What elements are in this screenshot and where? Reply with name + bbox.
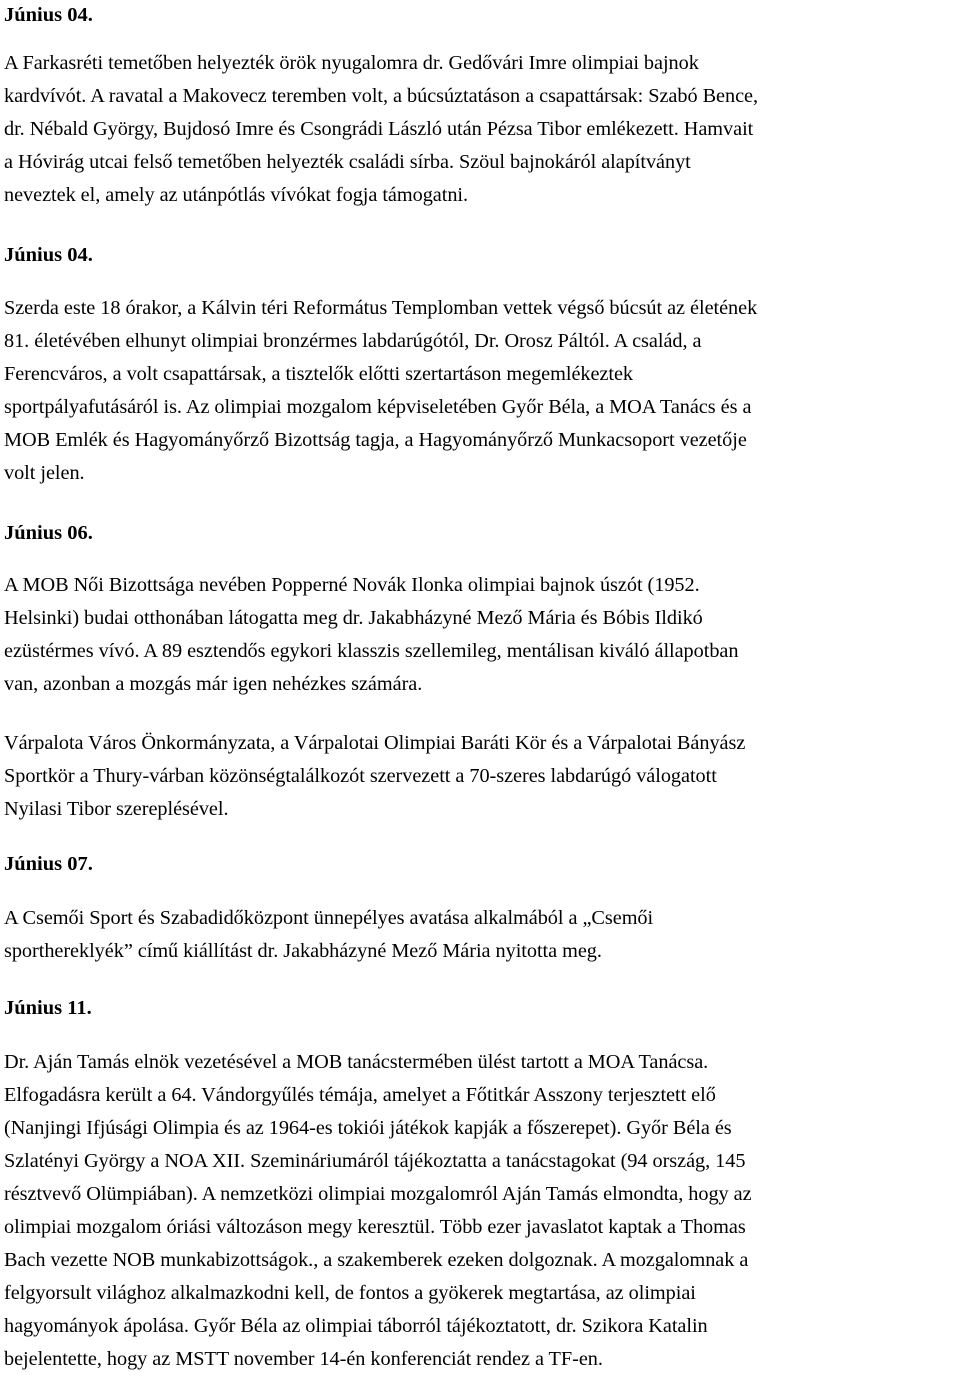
text-line: a Hóvirág utcai felső temetőben helyezték családi sírba. Szöul bajnokáról alapítványt (4, 151, 691, 173)
section-heading-jun04-b: Június 04. (4, 244, 93, 266)
text-line: Dr. Aján Tamás elnök vezetésével a MOB tanácstermében ülést tartott a MOA Tanácsa. (4, 1051, 709, 1073)
text-line: bejelentette, hogy az MSTT november 14-én konferenciát rendez a TF-en. (4, 1348, 603, 1370)
text-line: olimpiai mozgalom óriási változáson megy keresztül. Több ezer javaslatot kaptak a Thomas (4, 1216, 746, 1238)
text-line: sportpályafutásáról is. Az olimpiai mozgalom képviseletében Győr Béla, a MOA Tanács és a (4, 396, 752, 418)
text-line: Sportkör a Thury-várban közönségtalálkozót szervezett a 70-szeres labdarúgó válogatott (4, 765, 717, 787)
text-line: Bach vezette NOB munkabizottságok., a szakemberek ezeken dolgoznak. A mozgalomnak a (4, 1249, 749, 1271)
paragraph-varpalota (4, 727, 745, 826)
text-line: neveztek el, amely az utánpótlás vívókat fogja támogatni. (4, 184, 469, 206)
section-heading-jun06: Június 06. (4, 522, 93, 544)
text-line: ezüstérmes vívó. A 89 esztendős egykori klasszis szellemileg, mentálisan kiváló állapotban (4, 640, 739, 662)
text-line: hagyományok ápolása. Győr Béla az olimpiai táborról tájékoztatott, dr. Szikora Katalin (4, 1315, 708, 1337)
text-line: felgyorsult világhoz alkalmazkodni kell, de fontos a gyökerek megtartása, az olimpiai (4, 1282, 696, 1304)
text-line: Nyilasi Tibor szereplésével. (4, 798, 229, 820)
section-heading-jun11: Június 11. (4, 997, 92, 1019)
paragraph-csemoi (4, 902, 653, 968)
text-line: résztvevő Olümpiában). A nemzetközi olimpiai mozgalomról Aján Tamás elmondta, hogy az (4, 1183, 752, 1205)
text-line: A Csemői Sport és Szabadidőközpont ünnepélyes avatása alkalmából a „Csemői (4, 907, 654, 929)
text-line: A Farkasréti temetőben helyezték örök nyugalomra dr. Gedővári Imre olimpiai bajnok (4, 52, 699, 74)
text-line: Elfogadásra került a 64. Vándorgyűlés témája, amelyet a Főtitkár Asszony terjesztett elő (4, 1084, 716, 1106)
text-line: dr. Nébald György, Bujdosó Imre és Csongrádi László után Pézsa Tibor emlékezett. Hamvait (4, 118, 754, 140)
section-heading-jun04-a: Június 04. (4, 4, 93, 26)
paragraph-popperne (4, 569, 738, 701)
text-line: van, azonban a mozgás már igen nehézkes számára. (4, 673, 423, 695)
text-line: Várpalota Város Önkormányzata, a Várpalotai Olimpiai Baráti Kör és a Várpalotai Bányász (4, 732, 746, 754)
text-line: A MOB Női Bizottsága nevében Popperné Novák Ilonka olimpiai bajnok úszót (1952. (4, 574, 700, 596)
text-line: Ferencváros, a volt csapattársak, a tisztelők előtti szertartáson megemlékeztek (4, 363, 634, 385)
text-line: kardvívót. A ravatal a Makovecz teremben volt, a búcsúztatáson a csapattársak: Szabó Bence, (4, 85, 759, 107)
text-line: MOB Emlék és Hagyományőrző Bizottság tagja, a Hagyományőrző Munkacsoport vezetője (4, 429, 747, 451)
text-line: Szlatényi György a NOA XII. Szemináriumáról tájékoztatta a tanácstagokat (94 ország, 145 (4, 1150, 746, 1172)
paragraph-moa-tanacs (4, 1046, 752, 1376)
text-line: (Nanjingi Ifjúsági Olimpia és az 1964-es tokiói játékok kapják a főszerepet). Győr Béla és (4, 1117, 732, 1139)
section-heading-jun07: Június 07. (4, 853, 93, 875)
text-line: volt jelen. (4, 462, 85, 484)
text-line: Szerda este 18 órakor, a Kálvin téri Református Templomban vettek végső búcsút az életének (4, 297, 758, 319)
paragraph-gedovari (4, 47, 758, 212)
text-line: sporthereklyék” című kiállítást dr. Jakabházyné Mező Mária nyitotta meg. (4, 940, 602, 962)
paragraph-orosz (4, 292, 757, 490)
text-line: Helsinki) budai otthonában látogatta meg dr. Jakabházyné Mező Mária és Bóbis Ildikó (4, 607, 703, 629)
text-line: 81. életévében elhunyt olimpiai bronzérmes labdarúgótól, Dr. Orosz Páltól. A család, a (4, 330, 702, 352)
